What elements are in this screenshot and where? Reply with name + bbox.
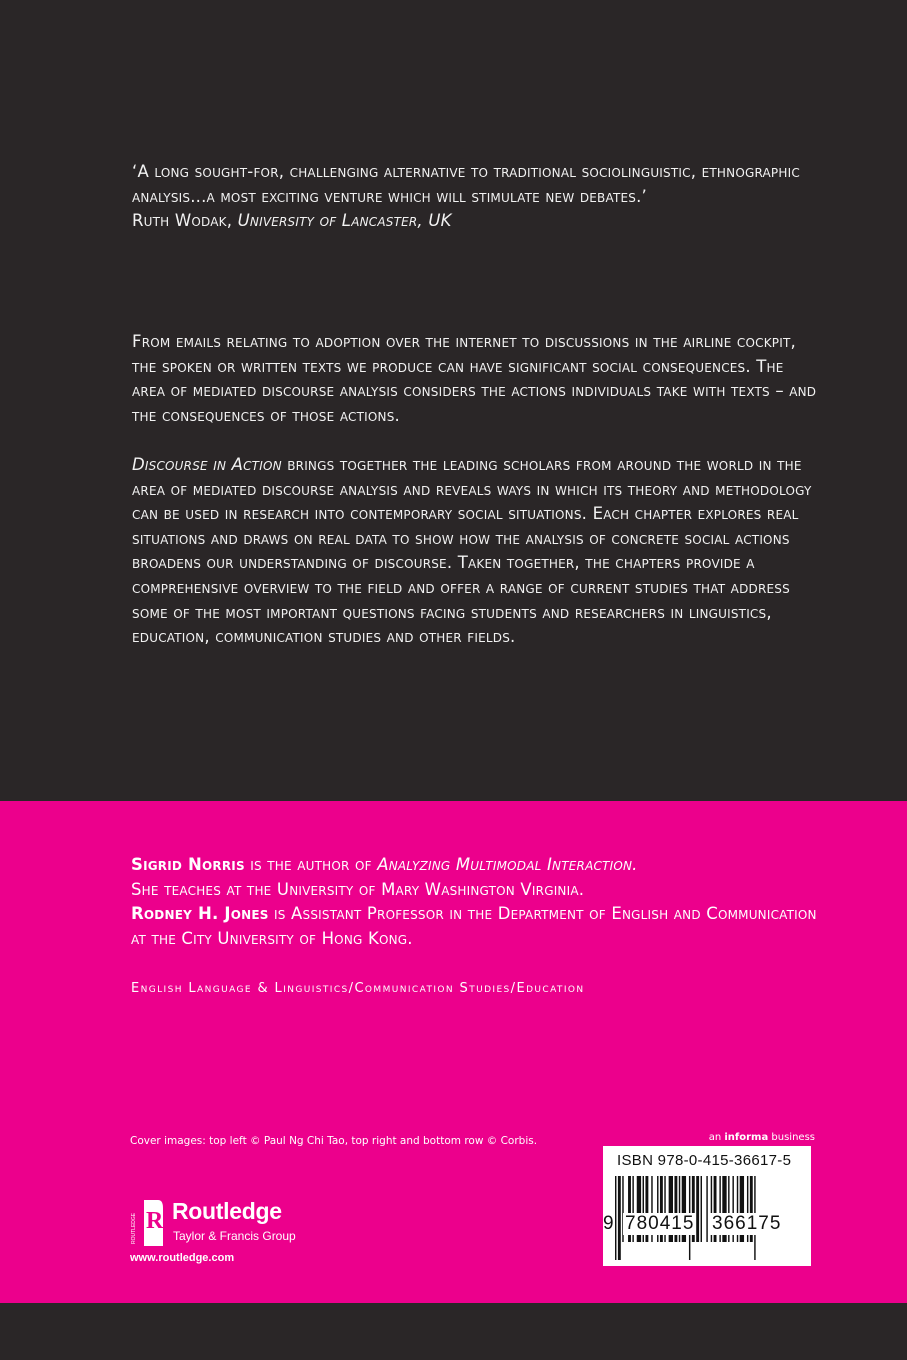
publisher-website: www.routledge.com bbox=[130, 1252, 235, 1264]
informa-prefix: an bbox=[708, 1132, 725, 1143]
barcode-digit-first: 9 bbox=[603, 1213, 614, 1234]
magenta-panel bbox=[0, 801, 907, 1303]
author-2-text: is Assistant Professor in the Department of English and Communication at the City University of Hong Kong. bbox=[131, 904, 817, 948]
author-1-bio bbox=[131, 853, 831, 878]
barcode-digits-right: 366175 bbox=[712, 1213, 782, 1234]
author-2-bio bbox=[131, 902, 831, 951]
publisher-name: Routledge bbox=[172, 1198, 282, 1224]
quote-text: ‘A long sought-for, challenging alternative to traditional sociolinguistic, ethnographic analysis...a most exciting venture which will stimulate new debates.’ bbox=[132, 162, 800, 206]
informa-brand: informa bbox=[724, 1132, 769, 1143]
barcode-digits bbox=[603, 1213, 811, 1235]
author-1-text: is the author of bbox=[244, 855, 378, 874]
description-paragraph-2-text: brings together the leading scholars from around the world in the area of mediated discourse analysis and reveals ways in which its theory and methodology can be used in research into contemporary social situations. Each chapter explores real situations and draws on real data to show how the analysis of concrete social actions broadens our understanding of discourse. Taken together, the chapters provide a comprehensive overview to the field and offer a range of current studies that address some of the most important questions facing students and researchers in linguistics, education, communication studies and other fields. bbox=[132, 454, 812, 647]
subject-categories: English Language & Linguistics/Communication Studies/Education bbox=[131, 981, 585, 996]
isbn-label: ISBN 978-0-415-36617-5 bbox=[617, 1152, 792, 1169]
informa-business-tag bbox=[705, 1132, 815, 1143]
barcode-digits-left: 780415 bbox=[625, 1213, 695, 1234]
routledge-mark-icon bbox=[130, 1198, 164, 1248]
book-title: Discourse in Action bbox=[132, 454, 282, 474]
routledge-mark-letter: R bbox=[146, 1208, 164, 1234]
informa-suffix: business bbox=[768, 1132, 815, 1143]
dark-bottom-strip bbox=[0, 1303, 907, 1360]
quote-affiliation: University of Lancaster, UK bbox=[237, 211, 452, 230]
quote-attribution bbox=[132, 209, 832, 234]
description-paragraph-1: From emails relating to adoption over the internet to discussions in the airline cockpit, the spoken or written texts we produce can have significant social consequences. The area of mediated discourse analysis considers the actions individuals take with texts – and the consequences of those actions. bbox=[132, 332, 817, 425]
author-1-name: Sigrid Norris bbox=[131, 855, 245, 874]
publisher-group: Taylor & Francis Group bbox=[173, 1229, 296, 1243]
author-1-bio-line-2: She teaches at the University of Mary Washington Virginia. bbox=[131, 879, 585, 899]
description-paragraph-2 bbox=[132, 453, 822, 650]
routledge-logo bbox=[130, 1198, 390, 1258]
quote-author: Ruth Wodak, bbox=[132, 211, 233, 230]
author-1-book: Analyzing Multimodal Interaction. bbox=[377, 855, 638, 874]
book-description bbox=[132, 330, 822, 674]
routledge-mark-side-text: ROUTLEDGE bbox=[131, 1212, 137, 1244]
author-bios bbox=[131, 853, 831, 951]
review-quote bbox=[132, 160, 832, 234]
author-2-name: Rodney H. Jones bbox=[131, 904, 269, 923]
isbn-barcode bbox=[603, 1146, 811, 1266]
cover-image-credit: Cover images: top left © Paul Ng Chi Tao, top right and bottom row © Corbis. bbox=[130, 1135, 538, 1147]
